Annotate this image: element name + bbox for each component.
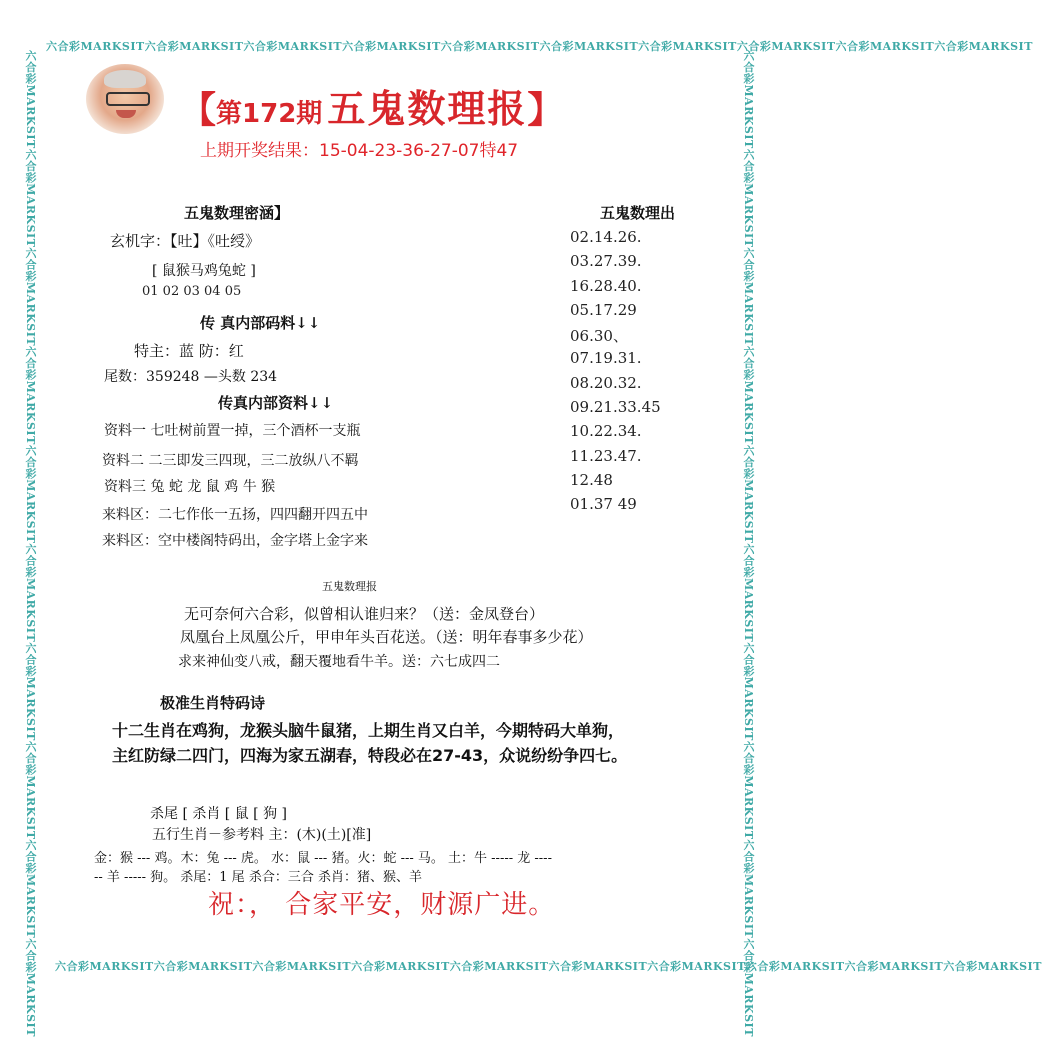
frame-watermark-left: 六合彩MARKSIT六合彩MARKSIT六合彩MARKSIT六合彩MARKSIT六合彩MARKSIT六合彩MARKSIT六合彩MARKSIT六合彩MARKSIT六合彩MARKSIT六合彩MARKSIT (24, 50, 37, 1037)
avatar (86, 64, 164, 134)
data-row-1: 资料一 七吐树前置一掉，三个酒杯一支瓶 (104, 423, 361, 439)
number-row: 16.28.40. (570, 276, 642, 295)
number-row: 06.30、 (570, 327, 628, 346)
title-bracket-right: 】 (527, 90, 564, 131)
number-row: 09.21.33.45 (570, 398, 661, 417)
frame-watermark-right: 六合彩MARKSIT六合彩MARKSIT六合彩MARKSIT六合彩MARKSIT六合彩MARKSIT六合彩MARKSIT六合彩MARKSIT六合彩MARKSIT六合彩MARKSIT六合彩MARKSIT (742, 50, 755, 1037)
number-row: 11.23.47. (570, 446, 642, 465)
wuxing-line: 五行生肖－参考料 主：(木)(土)[准] (152, 827, 372, 843)
number-column (570, 228, 661, 520)
frame-watermark-top: 六合彩MARKSIT六合彩MARKSIT六合彩MARKSIT六合彩MARKSIT六合彩MARKSIT六合彩MARKSIT六合彩MARKSIT六合彩MARKSIT六合彩MARKSIT六合彩MARKSIT (46, 40, 1033, 53)
section-title-mihan: 五鬼数理密涵】 (184, 204, 290, 222)
zodiac-list: [ 鼠猴马鸡兔蛇 ] (152, 263, 256, 279)
number-row: 10.22.34. (570, 422, 642, 441)
avatar-hair (104, 70, 146, 88)
number-row: 08.20.32. (570, 373, 642, 392)
data-row-3: 资料三 兔 蛇 龙 鼠 鸡 牛 猴 (104, 479, 276, 495)
poem-subtitle: 五鬼数理报 (322, 580, 377, 593)
tezhu-text: 特主：蓝 防：红 (134, 342, 244, 360)
number-row: 05.17.29 (570, 300, 637, 319)
number-row: 12.48 (570, 470, 613, 489)
shawei-line: 杀尾 [ 杀肖 [ 鼠 [ 狗 ] (150, 806, 287, 822)
poem-line-2: 凤凰台上凤凰公斤，甲申年头百花送。（送：明年春事多少花） (180, 628, 593, 646)
right-column-title: 五鬼数理出 (600, 204, 676, 222)
xuanji-text: 玄机字：【吐】《吐绶》 (110, 232, 261, 250)
frame-watermark-bottom: 六合彩MARKSIT六合彩MARKSIT六合彩MARKSIT六合彩MARKSIT六合彩MARKSIT六合彩MARKSIT六合彩MARKSIT六合彩MARKSIT六合彩MARKSIT六合彩MARKSIT (55, 960, 1042, 973)
poem-line-3: 求来神仙变八戒，翻天覆地看牛羊。送：六七成四二 (178, 654, 500, 670)
issue-number: 第172期 (216, 99, 323, 129)
fax-data-heading: 传真内部资料↓↓ (218, 394, 334, 412)
data-row-2: 资料二 二三即发三四现，三二放纵八不羁 (102, 453, 359, 469)
laiyou-row-1: 来料区：二七作伥一五扬，四四翻开四五中 (102, 507, 368, 523)
wuxing-detail-2: -- 羊 ----- 狗。 杀尾：1 尾 杀合：三合 杀肖：猪、猴、羊 (94, 870, 422, 885)
special-line-1: 十二生肖在鸡狗，龙猴头脑牛鼠猪，上期生肖又白羊，今期特码大单狗， (112, 721, 625, 740)
number-row: 01.37 49 (570, 495, 637, 514)
last-result: 上期开奖结果：15-04-23-36-27-07特47 (200, 141, 519, 161)
avatar-mouth (116, 110, 136, 118)
number-list: 01 02 03 04 05 (142, 284, 242, 299)
number-row: 03.27.39. (570, 252, 642, 271)
fax-code-heading: 传 真内部码料↓↓ (200, 314, 321, 332)
laiyou-row-2: 来料区：空中楼阁特码出，金字塔上金字来 (102, 533, 368, 549)
title-main: 五鬼数理报 (327, 86, 528, 131)
title-bracket-left: 【 (180, 90, 217, 131)
wuxing-detail-1: 金：猴 --- 鸡。木：兔 --- 虎。 水：鼠 --- 猪。火：蛇 --- 马。 土：牛 ----- 龙 ---- (94, 851, 552, 866)
special-line-2: 主红防绿二四门，四海为家五湖春，特段必在27-43，众说纷纷争四七。 (112, 746, 628, 765)
blessing-text: 祝：， 合家平安，财源广进。 (208, 890, 556, 920)
poem-line-1: 无可奈何六合彩，似曾相认谁归来？（送：金凤登台） (184, 605, 545, 623)
avatar-glasses (106, 92, 150, 106)
page-title (180, 78, 563, 133)
number-row: 02.14.26. (570, 228, 642, 246)
special-title: 极准生肖特码诗 (160, 694, 266, 712)
weishu-text: 尾数：359248 —头数 234 (104, 369, 278, 385)
number-row: 07.19.31. (570, 349, 642, 368)
